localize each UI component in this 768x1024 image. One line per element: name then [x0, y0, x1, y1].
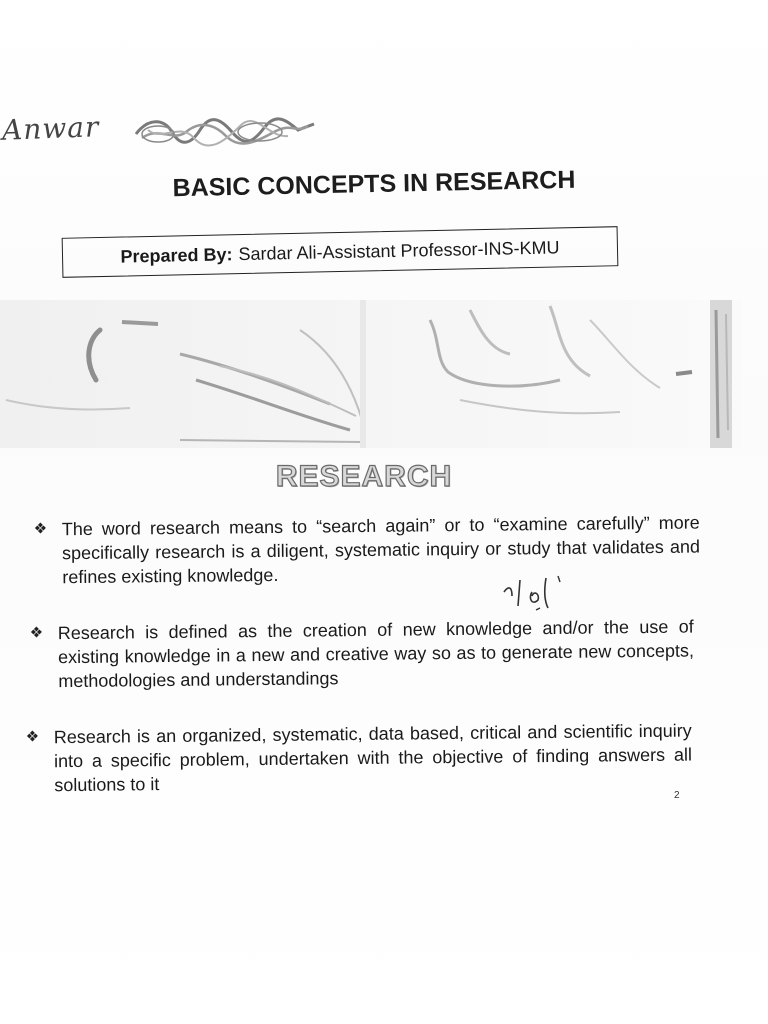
bullet-item — [26, 719, 693, 798]
page-number: 2 — [674, 790, 680, 801]
document-title: BASIC CONCEPTS IN RESEARCH — [172, 165, 576, 203]
diamond-bullet-icon: ❖ — [33, 520, 48, 538]
handwritten-scribble — [128, 112, 318, 152]
bullet-text: Research is defined as the creation of new knowledge and/or the use of existing knowledge in a new and creative way so as to generate new concepts, methodologies and understandings — [57, 616, 695, 692]
bullet-text: Research is an organized, systematic, data based, critical and scientific inquiry into a specific problem, undertaken with the objective of finding answers all solutions to it — [53, 720, 693, 796]
bullet-item — [34, 511, 701, 590]
bullet-item — [30, 615, 695, 694]
handwritten-margin-mark — [500, 568, 580, 614]
byline-value: Sardar Ali-Assistant Professor-INS-KMU — [238, 236, 560, 264]
diamond-bullet-icon: ❖ — [29, 624, 44, 642]
faded-hands-image — [0, 300, 742, 448]
section-heading: RESEARCH — [275, 460, 453, 493]
diamond-bullet-icon: ❖ — [25, 728, 40, 746]
byline-label: Prepared By: — [120, 243, 233, 267]
bullet-text: The word research means to “search again” or to “examine carefully” more specifically research is a diligent, systematic inquiry or study that validates and refines existing knowledge. — [61, 512, 701, 588]
handwritten-annotation: Anwar — [1, 110, 100, 147]
byline-box — [62, 226, 619, 278]
